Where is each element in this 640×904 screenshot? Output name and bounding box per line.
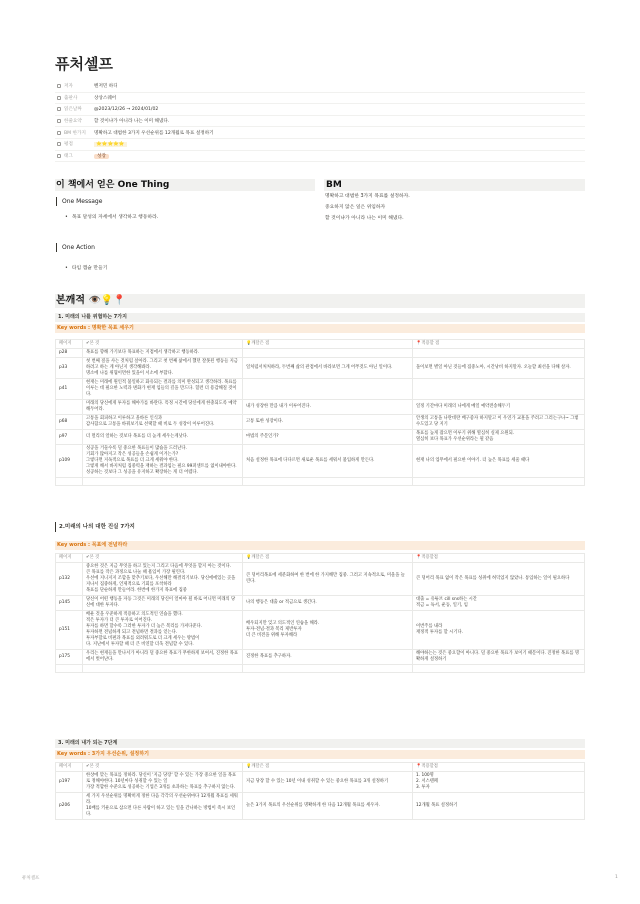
- property-value: [94, 118, 169, 124]
- column-header: 💡깨달은 점: [243, 340, 413, 349]
- property-key-label: 읽은날짜: [64, 107, 82, 113]
- column-header: 페이지: [56, 340, 83, 349]
- property-key: [55, 153, 94, 159]
- table-cell: [56, 400, 83, 415]
- table-cell: [56, 665, 83, 673]
- body-heading: 본깨적 👁️💡📍: [55, 294, 585, 308]
- property-value-text: ⭐⭐⭐⭐⭐: [96, 141, 125, 147]
- table-row: [56, 611, 585, 650]
- table-cell: 한상에 맞는 목표를 정하라. 당신이 '지금 당장' 할 수 있는 가장 중요한 일을 목표로 정해야한다. 10년마다 성취할 수 있는 일 가장 적합한 수준으로 성공하는 기업은 3개를 초과하는 목표를 추구하지 않는다.: [83, 772, 243, 793]
- property-icon: [57, 154, 61, 158]
- property-key-label: BM 한가지: [64, 130, 86, 136]
- table-row: [56, 563, 585, 596]
- table-cell: p197: [56, 772, 83, 793]
- table-cell: [413, 349, 585, 358]
- property-value-text: 할 것이냐가 아니라 나는 이미 해냈다.: [94, 119, 170, 125]
- bm-line-2: 중요하지 않은 일은 위임하자: [325, 205, 386, 210]
- property-icon: [57, 84, 61, 88]
- table-cell: [243, 665, 413, 673]
- table-cell: 고통을 회피하고 이루하고 올바른 인식과 감사함으로 고통을 바꿔보기로 선택할 때 비로 두 성장이 이루어진다.: [83, 415, 243, 430]
- section-1-keywords: Key words : 명확한 목표 세우기: [55, 324, 585, 333]
- table-cell: 내가 성장한 만큼 내가 이루어진다.: [243, 400, 413, 415]
- table-cell: 이번주를 내라 재정적 투자를 할 시기다.: [413, 611, 585, 650]
- property-row: [55, 139, 585, 151]
- table-header-row: [56, 763, 585, 772]
- property-key: [55, 141, 94, 147]
- bm-heading: BM: [324, 179, 585, 191]
- table-row: [56, 793, 585, 820]
- property-row: [55, 151, 585, 163]
- column-header: 📍적용할점: [413, 763, 585, 772]
- table-cell: 미래의 당신에게 투자를 해야가를 바란다. 특정 시간에 당신에게 한충되도록 예약해두어라.: [83, 400, 243, 415]
- table-cell: p145: [56, 596, 83, 611]
- property-icon: [57, 107, 61, 111]
- property-value-text: 명확하고 대범한 3가지 우선순위를 12개월로 목표 설정하기: [94, 130, 214, 136]
- property-key: [55, 106, 94, 112]
- table-cell: 우리는 현재들을 만나서가 아니라 덜 중요한 목표가 무한하게 보여서, 진정한 목표에서 벗어난다.: [83, 650, 243, 665]
- table-row: [56, 596, 585, 611]
- table-cell: 고통 또한 성장이다.: [243, 415, 413, 430]
- section-3-table: [55, 762, 585, 820]
- footer-page-number: 1: [615, 875, 618, 880]
- table-cell: 지금 당장 할 수 있는 10년 이내 성취할 수 있는 중요한 목표를 3개 설정하기: [243, 772, 413, 793]
- column-header: 📍적용할점: [413, 554, 585, 563]
- column-header: ✔본 것: [83, 554, 243, 563]
- one-action-heading: One Action: [56, 243, 95, 252]
- one-action-text: • 타임 캡슐 만들기: [65, 264, 107, 271]
- table-cell: 처음 설정한 목표에 다다르면 새로운 목표를 세워서 불입하게 만든다.: [243, 445, 413, 478]
- table-cell: [83, 478, 243, 486]
- table-row: [56, 379, 585, 400]
- table-cell: [83, 665, 243, 673]
- property-row: [55, 127, 585, 139]
- bm-line-3: 할 것이냐가 아니라 나는 이미 해냈다.: [325, 216, 404, 221]
- property-key: [55, 95, 94, 101]
- table-cell: 큰 덩어리 목표 없이 작은 목표를 성취에 허덕었지 않았나. 통입하는 일이 필요하다: [413, 563, 585, 596]
- property-key-label: 태그: [64, 153, 73, 159]
- one-thing-heading: 이 책에서 얻은 One Thing: [55, 179, 315, 191]
- table-cell: 목표를 향해 가기보다 목표하는 지점에서 생각하고 행동하라.: [83, 349, 243, 358]
- table-cell: p151: [56, 611, 83, 650]
- table-cell: 배우되지만 잊고 의도적인 연습을 해라. 투자-전념-결과 복리 제반투자 더 큰 비전을 위해 투자해라: [243, 611, 413, 650]
- table-cell: [413, 379, 585, 400]
- column-header: 페이지: [56, 763, 83, 772]
- table-header-row: [56, 340, 585, 349]
- table-cell: 배운 것을 우준하게 적용하고 의도적인 연습을 했다. 적은 투자가 더 큰 투자로 이어진다. 투자를 하면 할수록 그러한 투자가 더 높은 복리를 가져다준다. 투자하면 전념하게 되고 전념하면 결과를 얻는다. 투자부할로 비편과 목표를 외려워도로 더 크게 세우는 방법이 다. 지난에서 투자할 때 더 큰 비연할 더욱 전념할 수 있다.: [83, 611, 243, 650]
- table-cell: [413, 478, 585, 486]
- table-cell: 진정한 목표를 추구하자.: [243, 650, 413, 665]
- table-cell: p97: [56, 430, 83, 445]
- table-cell: [243, 379, 413, 400]
- table-cell: 마법의 주문인가?: [243, 430, 413, 445]
- property-row: [55, 81, 585, 93]
- table-cell: 일정 기간마다 미래의 나에게 메일 예약전송해두기: [413, 400, 585, 415]
- section-2-keywords: Key words : 목표에 전념하라: [55, 541, 585, 550]
- table-cell: 해야하는는 것은 중요할이 아니다. 덜 중요한 목표가 보이기 때문이다. 진정한 목표를 명확하게 설정하기: [413, 650, 585, 665]
- table-cell: p28: [56, 349, 83, 358]
- column-header: 📍적용할 점: [413, 340, 585, 349]
- property-value: [94, 142, 127, 147]
- property-key-label: 평점: [64, 142, 73, 148]
- property-value: [94, 107, 158, 112]
- column-header: 💡깨달은 점: [243, 554, 413, 563]
- table-row: [56, 430, 585, 445]
- one-message-heading: One Message: [56, 197, 102, 206]
- table-row: [56, 665, 585, 673]
- table-cell: [56, 478, 83, 486]
- table-row: [56, 349, 585, 358]
- table-cell: 중요한 것은 지금 무엇을 하고 있는지 그리고 다음에 무엇을 할지 아는 것이다. 큰 목표를 작은 과정으로 나눌 때 흠입이 가장 필린다. 우선에 지니지지 조합을 맞추기보다, 우선해만 해결리기보다. 당신에에있는 곳을 지나서 집중하게, 언제적으로 기회를 포착하라 목표를 단순하게 만들어라. 한번에 한가지 목표에 집중: [83, 563, 243, 596]
- table-cell: p109: [56, 445, 83, 478]
- property-row: [55, 116, 585, 128]
- bm-line-1: 명확하고 대범한 3가지 목표를 설정하자.: [325, 194, 410, 199]
- column-header: ✔본 것: [83, 763, 243, 772]
- property-key-label: 한줄요약: [64, 119, 82, 125]
- footer-title: 퓨처셀프: [22, 876, 40, 881]
- table-cell: 대출 = 유튜브 cill sns하는 시간 적금 = 독서, 운동, 일기, 임: [413, 596, 585, 611]
- section-3-title: 3. 미래의 내가 되는 7단계: [55, 739, 585, 748]
- property-value: [94, 95, 116, 101]
- property-row: [55, 93, 585, 105]
- table-cell: 당신이 어떤 행동을 자동 그것은 미래의 당신이 얼마야 될 바로 어니면 미래의 당신에 대한 투자다.: [83, 596, 243, 611]
- table-cell: 첫 번째 질을 사는 것처럼 살아라. 그리고 첫 번째 삶에서 했던 잘못된 행동들 지금 하려고 하는 게 아닌지 생각해봐라. 명소에 나를 위협이면한 있을이 서소에 부합다.: [83, 358, 243, 379]
- table-cell: 안생의 고통을 나란데란 배구좋자 하지말고 이 우연가 교훈을 주려고 그러는구나~ 그렇수도있고 당 지기: [413, 415, 585, 430]
- table-cell: 성공을 거둘수록 덜 중요한 목표들이 많습을 드러난다. 기회가 많아지고 작은 성공들을 손쉽게 이겨는가? 그렇다면 지독적으로 목표를 더 크게 세워야 한다. 그렇게 해서 바지처럼 집중력을 재하는 결과임는 필요 99퍼센트를 없이내야한다. 성공하는 것보다 그 성공을 유지하고 확장하는 게 더 어렵다.: [83, 445, 243, 478]
- table-cell: 세 가지 우선순위를 명확히게 정한 다음 각각의 우선순위마다 12개월 목표를 세워라. 10배를 키운으로 삼으면 다른 사람이 하고 있는 일을 간나하는 방법이 즉시 보인다.: [83, 793, 243, 820]
- table-cell: 목표를 높게 잡으면 이루기 위해 열심히 실제 요원되. 열심히 보다 목표가 우선순위라는 될 같음: [413, 430, 585, 445]
- table-cell: [243, 349, 413, 358]
- property-key-label: 출판사: [64, 95, 78, 101]
- table-row: [56, 772, 585, 793]
- table-row: [56, 400, 585, 415]
- table-cell: 더 멀리의 얼하는 것보다 목표를 더 높게 세우는게낫다.: [83, 430, 243, 445]
- table-row: [56, 445, 585, 478]
- table-cell: 현재는 미래에 원인적 불일하고 화유되는 결과를 의미 완성되고 생각하라. 목표를 이루는 데 필요한 노력과 변화가 현재 임들의 길을 만드다. 혈련 더 용감해질 것이다.: [83, 379, 243, 400]
- section-1-table: [55, 339, 585, 486]
- property-value-text: 상상스퀘어: [94, 95, 117, 101]
- property-icon: [57, 96, 61, 100]
- property-value: [94, 130, 214, 136]
- one-message-text: • 목표 달성의 자세에서 생각하고 행동하라.: [65, 213, 158, 220]
- table-row: [56, 358, 585, 379]
- property-icon: [57, 131, 61, 135]
- column-header: ✔본 것: [83, 340, 243, 349]
- table-cell: [413, 665, 585, 673]
- property-value: [94, 153, 109, 159]
- table-header-row: [56, 554, 585, 563]
- table-cell: 나의 행동은 대출 or 적금으로 생긴다.: [243, 596, 413, 611]
- table-cell: 1. 100명 2. 서스텐페 3. 투자: [413, 772, 585, 793]
- property-key: [55, 118, 94, 124]
- table-row: [56, 415, 585, 430]
- column-header: 💡깨달은 점: [243, 763, 413, 772]
- section-2-title: 2.미래의 나의 대한 진실 7가지: [55, 522, 585, 532]
- table-cell: 놀은 3가지 목표의 우선순위를 명확하게 한 다음 12개월 목표를 세우자.: [243, 793, 413, 820]
- property-key: [55, 130, 94, 136]
- property-icon: [57, 142, 61, 146]
- property-value-text: 벤저민 하디: [94, 84, 118, 90]
- property-key: [55, 83, 94, 89]
- table-cell: p132: [56, 563, 83, 596]
- table-row: [56, 478, 585, 486]
- table-cell: p33: [56, 358, 83, 379]
- property-value: [94, 83, 118, 89]
- section-2-table: [55, 553, 585, 673]
- section-1-title: 1. 미래의 나를 위협하는 7가지: [55, 313, 585, 322]
- properties: [55, 81, 585, 162]
- property-icon: [57, 119, 61, 123]
- table-cell: p175: [56, 650, 83, 665]
- table-cell: p206: [56, 793, 83, 820]
- table-cell: p41: [56, 379, 83, 400]
- property-row: [55, 104, 585, 116]
- property-key-label: 저자: [64, 84, 73, 90]
- table-cell: 돌이보면 별일 아닌 것들에 집중노아, 시간낭비 하지말자. 오늘할 최선을 다해 살자.: [413, 358, 585, 379]
- property-value-text: @2023/12/26 → 2024/01/02: [94, 106, 159, 112]
- page-title: 퓨처셀프: [55, 55, 113, 73]
- table-cell: 12개월 목표 설정하기: [413, 793, 585, 820]
- table-cell: 큰 덩어리목표에 세분화하여 한 번에 한 가지해만 집중. 그러고 지속적으로, 미울을 늘린다.: [243, 563, 413, 596]
- table-row: [56, 650, 585, 665]
- table-cell: 현재 나의 업무에서 필요한 이야기. 더 높은 목표를 세울 때다: [413, 445, 585, 478]
- column-header: 페이지: [56, 554, 83, 563]
- table-cell: 일처럼서처처하라, 두번째 삶의 관점에서 바라보면 그게 어쭈것도 아닌 일이다.: [243, 358, 413, 379]
- property-value-text: 성장: [94, 154, 109, 159]
- section-3-keywords: Key words : 3가지 우선순위, 설정하기: [55, 750, 585, 759]
- table-cell: [243, 478, 413, 486]
- table-cell: p68: [56, 415, 83, 430]
